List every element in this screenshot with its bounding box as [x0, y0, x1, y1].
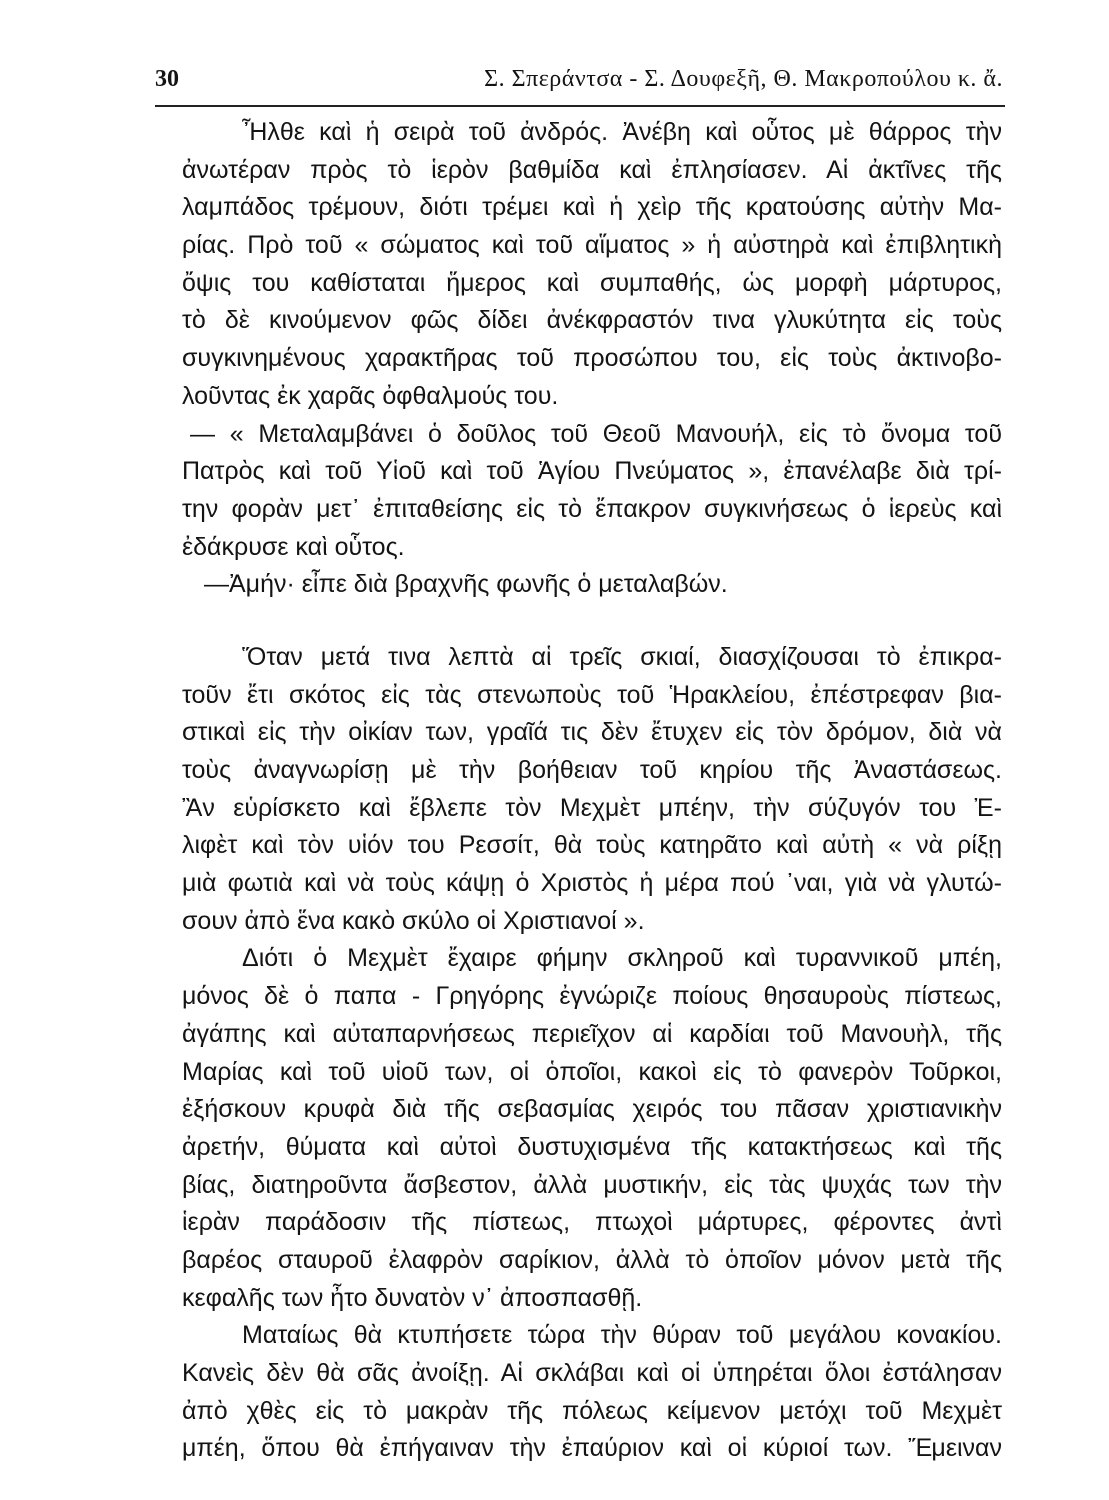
text-line: την φορὰν μετ᾽ ἐπιταθείσης εἰς τὸ ἔπακρον συγκινήσεως ὁ ἱερεὺς καὶ	[182, 494, 1002, 523]
text-line: συγκινημένους χαρακτῆρας τοῦ προσώπου του, εἰς τοὺς ἀκτινοβο-	[182, 344, 1002, 373]
paragraph	[182, 114, 1002, 416]
text-line: Κανεὶς δὲν θὰ σᾶς ἀνοίξῃ. Αἱ σκλάβαι καὶ οἱ ὑπηρέται ὅλοι ἐστάλησαν	[182, 1359, 1002, 1387]
paragraph	[182, 416, 1002, 567]
text-line: — « Μεταλαμβάνει ὁ δοῦλος τοῦ Θεοῦ Μανουήλ, εἰς τὸ ὄνομα τοῦ	[190, 419, 1002, 448]
text-line: ἱερὰν παράδοσιν τῆς πίστεως, πτωχοὶ μάρτυρες, φέροντες ἀντὶ	[182, 1208, 1002, 1237]
header-rule	[155, 105, 1005, 107]
text-line: κεφαλῆς των ἦτο δυνατὸν ν᾽ ἀποσπασθῇ.	[182, 1283, 643, 1312]
text-line: μιὰ φωτιὰ καὶ νὰ τοὺς κάψῃ ὁ Χριστὸς ἡ μέρα πού ᾽ναι, γιὰ νὰ γλυτώ-	[182, 869, 1002, 898]
text-line: τοὺς ἀναγνωρίσῃ μὲ τὴν βοήθειαν τοῦ κηρίου τῆς Ἀναστάσεως.	[182, 756, 1002, 784]
text-line: ἀνωτέραν πρὸς τὸ ἱερὸν βαθμίδα καὶ ἐπλησίασεν. Αἱ ἀκτῖνες τῆς	[182, 155, 1002, 184]
text-line: Ἂν εὑρίσκετο καὶ ἔβλεπε τὸν Μεχμὲτ μπέην, τὴν σύζυγόν του Ἐ-	[182, 793, 1002, 822]
text-line: μόνος δὲ ὁ παπα - Γρηγόρης ἐγνώριζε ποίους θησαυροὺς πίστεως,	[182, 982, 1002, 1011]
running-title: Σ. Σπεράντσα - Σ. Δουφεξῆ, Θ. Μακροπούλου κ. ἄ.	[484, 66, 1003, 92]
text-line: μπέη, ὅπου θὰ ἐπήγαιναν τὴν ἐπαύριον καὶ οἱ κύριοί των. Ἔμειναν	[182, 1434, 1002, 1463]
text-line: ὄψις του καθίσταται ἥμερος καὶ συμπαθής, ὡς μορφὴ μάρτυρος,	[182, 268, 1002, 297]
paragraph	[182, 566, 1002, 604]
text-line: στικαὶ εἰς τὴν οἰκίαν των, γραῖά τις δὲν ἔτυχεν εἰς τὸν δρόμον, διὰ νὰ	[182, 718, 1002, 747]
text-line: λοῦντας ἐκ χαρᾶς ὀφθαλμούς του.	[182, 381, 559, 410]
text-line: βίας, διατηροῦντα ἄσβεστον, ἀλλὰ μυστικήν, εἰς τὰς ψυχάς των τὴν	[182, 1170, 1002, 1199]
paragraph	[182, 1317, 1002, 1468]
text-line: ἀρετήν, θύματα καὶ αὐτοὶ δυστυχισμένα τῆς κατακτήσεως καὶ τῆς	[182, 1132, 1002, 1161]
text-line: ἀγάπης καὶ αὐταπαρνήσεως περιεῖχον αἱ καρδίαι τοῦ Μανουὴλ, τῆς	[182, 1019, 1002, 1048]
text-line: —Ἀμήν· εἶπε διὰ βραχνῆς φωνῆς ὁ μεταλαβών.	[204, 570, 728, 599]
paragraph	[182, 940, 1002, 1317]
text-line: τὸ δὲ κινούμενον φῶς δίδει ἀνέκφραστόν τινα γλυκύτητα εἰς τοὺς	[182, 306, 1002, 335]
text-line: λαμπάδος τρέμουν, διότι τρέμει καὶ ἡ χεὶρ τῆς κρατούσης αὐτὴν Μα-	[182, 193, 1002, 222]
text-line: λιφὲτ καὶ τὸν υἱόν του Ρεσσίτ, θὰ τοὺς κατηρᾶτο καὶ αὐτὴ « νὰ ρίξῃ	[182, 831, 1002, 860]
text-line: Ἦλθε καὶ ἡ σειρὰ τοῦ ἀνδρός. Ἀνέβη καὶ οὗτος μὲ θάρρος τὴν	[242, 118, 1002, 146]
text-line: Μαρίας καὶ τοῦ υἱοῦ των, οἱ ὁποῖοι, κακοὶ εἰς τὸ φανερὸν Τοῦρκοι,	[182, 1057, 1002, 1086]
text-line: Διότι ὁ Μεχμὲτ ἔχαιρε φήμην σκληροῦ καὶ τυραννικοῦ μπέη,	[242, 944, 1002, 973]
text-line: τοῦν ἔτι σκότος εἰς τὰς στενωποὺς τοῦ Ἡρακλείου, ἐπέστρεφαν βια-	[182, 680, 1002, 709]
text-line: ἀπὸ χθὲς εἰς τὸ μακρὰν τῆς πόλεως κείμενον μετόχι τοῦ Μεχμὲτ	[182, 1396, 1002, 1425]
text-line: ἐξήσκουν κρυφὰ διὰ τῆς σεβασμίας χειρός του πᾶσαν χριστιανικὴν	[182, 1095, 1002, 1124]
text-line: ρίας. Πρὸ τοῦ « σώματος καὶ τοῦ αἵματος » ἡ αὐστηρὰ καὶ ἐπιβλητικὴ	[182, 231, 1002, 260]
text-line: ἐδάκρυσε καὶ οὗτος.	[182, 532, 405, 561]
text-line: Ὅταν μετά τινα λεπτὰ αἱ τρεῖς σκιαί, διασχίζουσαι τὸ ἐπικρα-	[242, 642, 1002, 671]
text-line: Ματαίως θὰ κτυπήσετε τώρα τὴν θύραν τοῦ μεγάλου κονακίου.	[242, 1321, 1002, 1350]
paragraph	[182, 639, 1002, 941]
text-line: βαρέος σταυροῦ ἐλαφρὸν σαρίκιον, ἀλλὰ τὸ ὁποῖον μόνον μετὰ τῆς	[182, 1245, 1002, 1274]
text-line: Πατρὸς καὶ τοῦ Υἱοῦ καὶ τοῦ Ἁγίου Πνεύματος », ἐπανέλαβε διὰ τρί-	[182, 457, 1002, 486]
body-text	[182, 114, 1002, 1468]
page-number: 30	[155, 66, 179, 92]
text-line: σουν ἀπὸ ἕνα κακὸ σκύλο οἱ Χριστιανοί ».	[182, 906, 645, 935]
